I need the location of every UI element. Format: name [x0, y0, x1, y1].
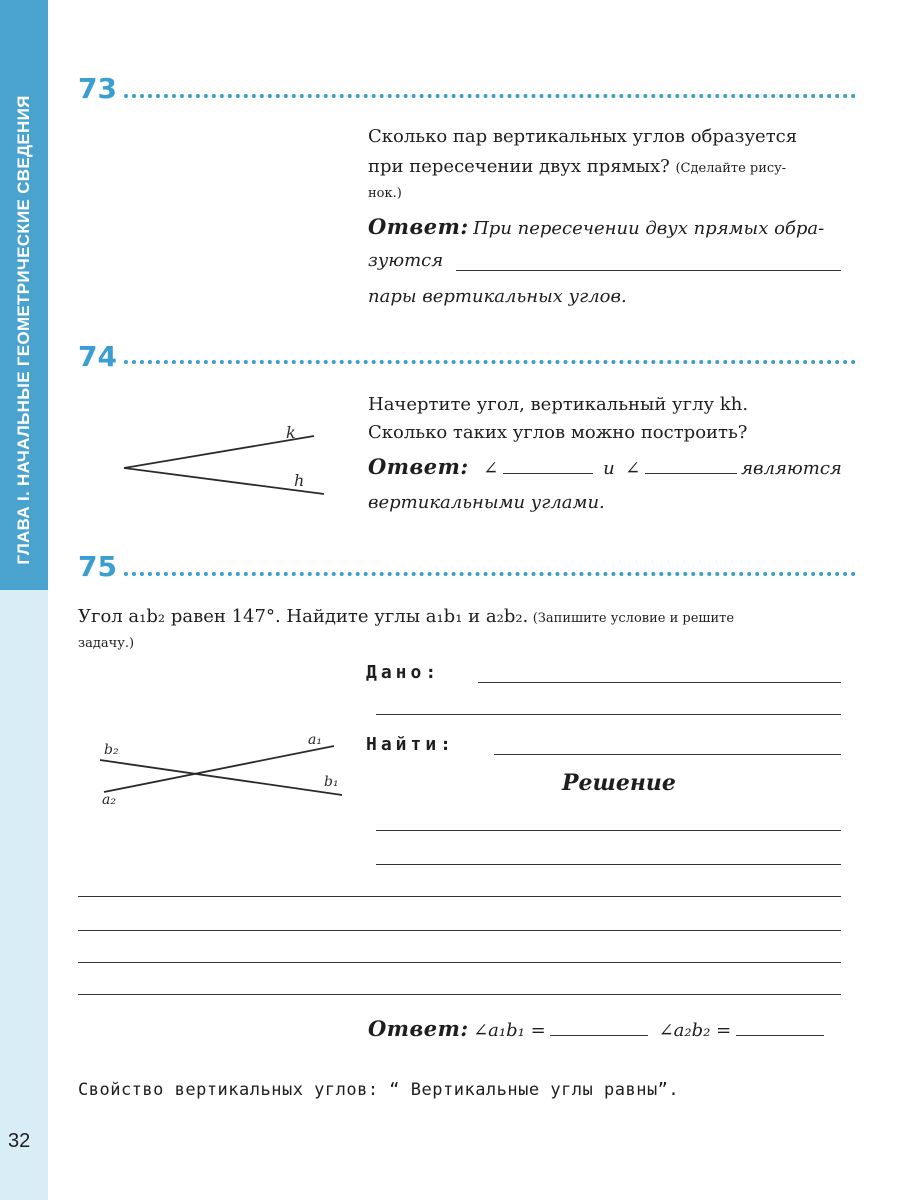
task-74-question-line2: Сколько таких углов можно построить? — [368, 422, 748, 443]
label-b2: b₂ — [104, 742, 119, 758]
solution-blank-6[interactable] — [78, 994, 841, 995]
task-74-are-word: являются — [741, 458, 842, 479]
task-75-hint-line2: задачу.) — [78, 636, 135, 651]
task-73-hint-part2: нок.) — [368, 186, 402, 201]
task-74-angle-symbol-2: ∠ — [625, 458, 641, 479]
task-74-question-line1: Начертите угол, вертикальный углу kh. — [368, 394, 749, 415]
solution-blank-5[interactable] — [78, 962, 841, 963]
solution-blank-1[interactable] — [376, 830, 841, 831]
solution-blank-3[interactable] — [78, 896, 841, 897]
chapter-title: ГЛАВА I. НАЧАЛЬНЫЕ ГЕОМЕТРИЧЕСКИЕ СВЕДЕНИЯ — [14, 95, 33, 565]
solution-blank-2[interactable] — [376, 864, 841, 865]
task-74-angle-figure — [110, 418, 340, 508]
task-75-answer-blank-2[interactable] — [736, 1035, 824, 1036]
task-73-answer-line1 — [368, 212, 824, 245]
given-blank-2[interactable] — [376, 714, 841, 715]
given-blank-1[interactable] — [478, 682, 841, 683]
task-75-dotted-rule — [124, 572, 856, 576]
solution-blank-4[interactable] — [78, 930, 841, 931]
label-b1: b₁ — [324, 774, 339, 790]
task-73-answer-text1: При пересечении двух прямых обра- — [473, 218, 825, 239]
task-75-answer-angle2: ∠a₂b₂ = — [658, 1020, 732, 1041]
task-74-angle-symbol-1: ∠ — [483, 458, 499, 479]
task-75-answer-blank-1[interactable] — [550, 1035, 648, 1036]
label-a2: a₂ — [102, 792, 116, 808]
page-number: 32 — [8, 1130, 31, 1152]
vertical-angles-property: Свойство вертикальных углов: “ Вертикальные углы равны”. — [78, 1080, 680, 1100]
task-75-hint-line1: (Запишите условие и решите — [532, 611, 735, 626]
task-73-answer-text2: зуются — [368, 250, 444, 271]
ray-k-label: k — [286, 423, 296, 442]
task-75-problem-text: Угол a₁b₂ равен 147°. Найдите углы a₁b₁ и a₂b₂. — [78, 606, 529, 627]
ray-h-label: h — [294, 471, 305, 490]
label-a1: a₁ — [308, 732, 322, 748]
task-75-answer-angle1: ∠a₁b₁ = — [473, 1020, 546, 1041]
task-75-answer-line — [368, 1014, 824, 1047]
task-74-answer-label: Ответ: — [368, 454, 469, 479]
task-74-and-word: и — [603, 458, 615, 479]
task-73-answer-text3: пары вертикальных углов. — [368, 286, 627, 307]
sidebar-lower — [0, 590, 48, 1200]
task-74-number: 74 — [78, 340, 117, 373]
task-74-dotted-rule — [124, 360, 856, 364]
solution-label: Решение — [562, 770, 676, 796]
task-74-answer-text2: вертикальными углами. — [368, 492, 605, 513]
task-75-answer-label: Ответ: — [368, 1016, 469, 1041]
find-blank[interactable] — [494, 754, 841, 755]
task-73-answer-label: Ответ: — [368, 214, 469, 239]
task-74-angle-blank-2[interactable] — [645, 473, 737, 474]
task-74-answer-line1 — [368, 452, 842, 485]
line-b2-b1 — [100, 760, 342, 795]
task-73-dotted-rule — [124, 94, 856, 98]
task-73-question-line2-text: при пересечении двух прямых? — [368, 156, 670, 177]
task-75-intersecting-lines-figure — [92, 728, 362, 818]
task-73-question-line2 — [368, 152, 786, 184]
task-73-hint-part1: (Сделайте рису- — [675, 161, 787, 176]
task-75-problem-line1 — [78, 602, 734, 632]
task-73-number: 73 — [78, 72, 117, 105]
task-73-question-line1: Сколько пар вертикальных углов образуется — [368, 126, 798, 147]
find-label: Найти: — [366, 734, 456, 755]
task-74-angle-blank-1[interactable] — [503, 473, 593, 474]
given-label: Дано: — [366, 662, 441, 683]
task-75-number: 75 — [78, 550, 117, 583]
line-a2-a1 — [104, 746, 334, 792]
task-73-answer-blank[interactable] — [456, 270, 841, 271]
